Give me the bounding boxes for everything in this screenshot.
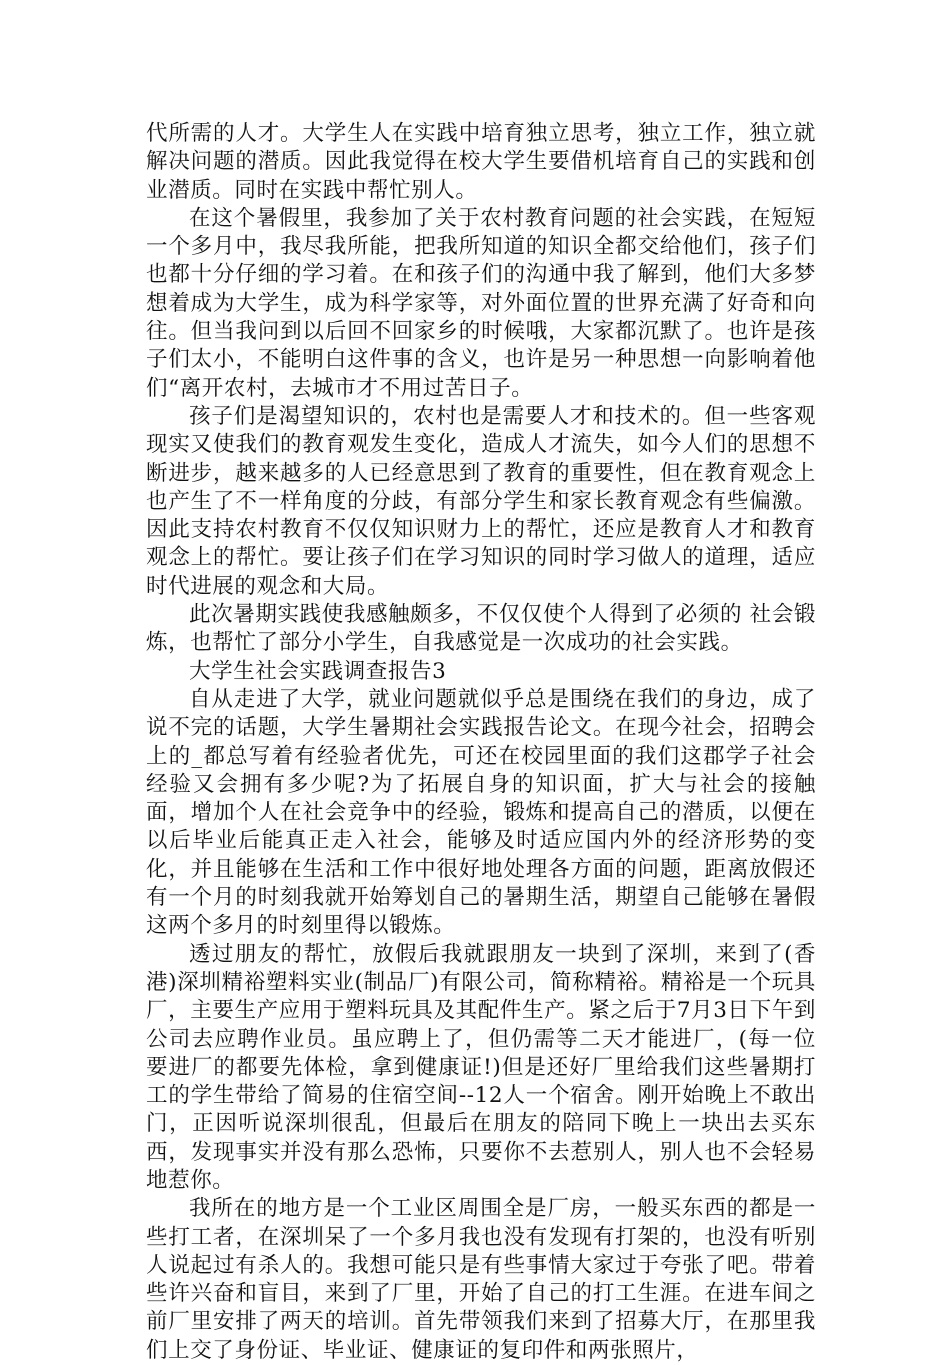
paragraph-4: 此次暑期实践使我感触颇多，不仅仅使个人得到了必须的 社会锻炼，也帮忙了部分小学生，自我感觉是一次成功的社会实践。 <box>146 602 816 656</box>
paragraph-2: 在这个暑假里，我参加了关于农村教育问题的社会实践，在短短一个多月中，我尽我所能，把我所知道的知识全都交给他们，孩子们也都十分仔细的学习着。在和孩子们的沟通中我了解到，他们大多梦想着成为大学生，成为科学家等，对外面位置的世界充满了好奇和向往。但当我问到以后回不回家乡的时候哦，大家都沉默了。也许是孩子们太小，不能明白这件事的含义，也许是另一种思想一向影响着他们“离开农村，去城市才不用过苦日子。 <box>146 205 816 401</box>
paragraph-5: 自从走进了大学，就业问题就似乎总是围绕在我们的身边，成了说不完的话题，大学生暑期社会实践报告论文。在现今社会，招聘会上的_都总写着有经验者优先，可还在校园里面的我们这郡学子社会经验又会拥有多少呢?为了拓展自身的知识面，扩大与社会的接触面，增加个人在社会竞争中的经验，锻炼和提高自己的潜质，以便在以后毕业后能真正走入社会，能够及时适应国内外的经济形势的变化，并且能够在生活和工作中很好地处理各方面的问题，距离放假还有一个月的时刻我就开始筹划自己的暑期生活，期望自己能够在暑假这两个多月的时刻里得以锻炼。 <box>146 686 816 939</box>
section-heading: 大学生社会实践调查报告3 <box>189 658 447 684</box>
paragraph-1: 代所需的人才。大学生人在实践中培育独立思考，独立工作，独立就解决问题的潜质。因此我觉得在校大学生要借机培育自己的实践和创业潜质。同时在实践中帮忙别人。 <box>146 121 816 203</box>
paragraph-6: 透过朋友的帮忙，放假后我就跟朋友一块到了深圳，来到了(香港)深圳精裕塑料实业(制品厂)有限公司，简称精裕。精裕是一个玩具厂，主要生产应用于塑料玩具及其配件生产。紧之后于7月3日下午到公司去应聘作业员。虽应聘上了，但仍需等二天才能进厂，(每一位要进厂的都要先体检，拿到健康证!)但是还好厂里给我们这些暑期打工的学生带给了简易的住宿空间--12人一个宿舍。刚开始晚上不敢出门，正因听说深圳很乱，但最后在朋友的陪同下晚上一块出去买东西，发现事实并没有那么恐怖，只要你不去惹别人，别人也不会轻易地惹你。 <box>146 941 816 1193</box>
paragraph-3: 孩子们是渴望知识的，农村也是需要人才和技术的。但一些客观现实又使我们的教育观发生变化，造成人才流失，如今人们的思想不断进步，越来越多的人已经意思到了教育的重要性，但在教育观念上也产生了不一样角度的分歧，有部分学生和家长教育观念有些偏激。因此支持农村教育不仅仅知识财力上的帮忙，还应是教育人才和教育观念上的帮忙。要让孩子们在学习知识的同时学习做人的道理，适应时代进展的观念和大局。 <box>146 403 816 599</box>
document-body <box>146 120 816 1365</box>
paragraph-7: 我所在的地方是一个工业区周围全是厂房，一般买东西的都是一些打工者，在深圳呆了一个多月我也没有发现有打架的，也没有听别人说起过有杀人的。我想可能只是有些事情大家过于夸张了吧。带着些许兴奋和盲目，来到了厂里，开始了自己的打工生涯。在进车间之前厂里安排了两天的培训。首先带领我们来到了招募大厅，在那里我们上交了身份证、毕业证、健康证的复印件和两张照片， <box>146 1196 816 1363</box>
